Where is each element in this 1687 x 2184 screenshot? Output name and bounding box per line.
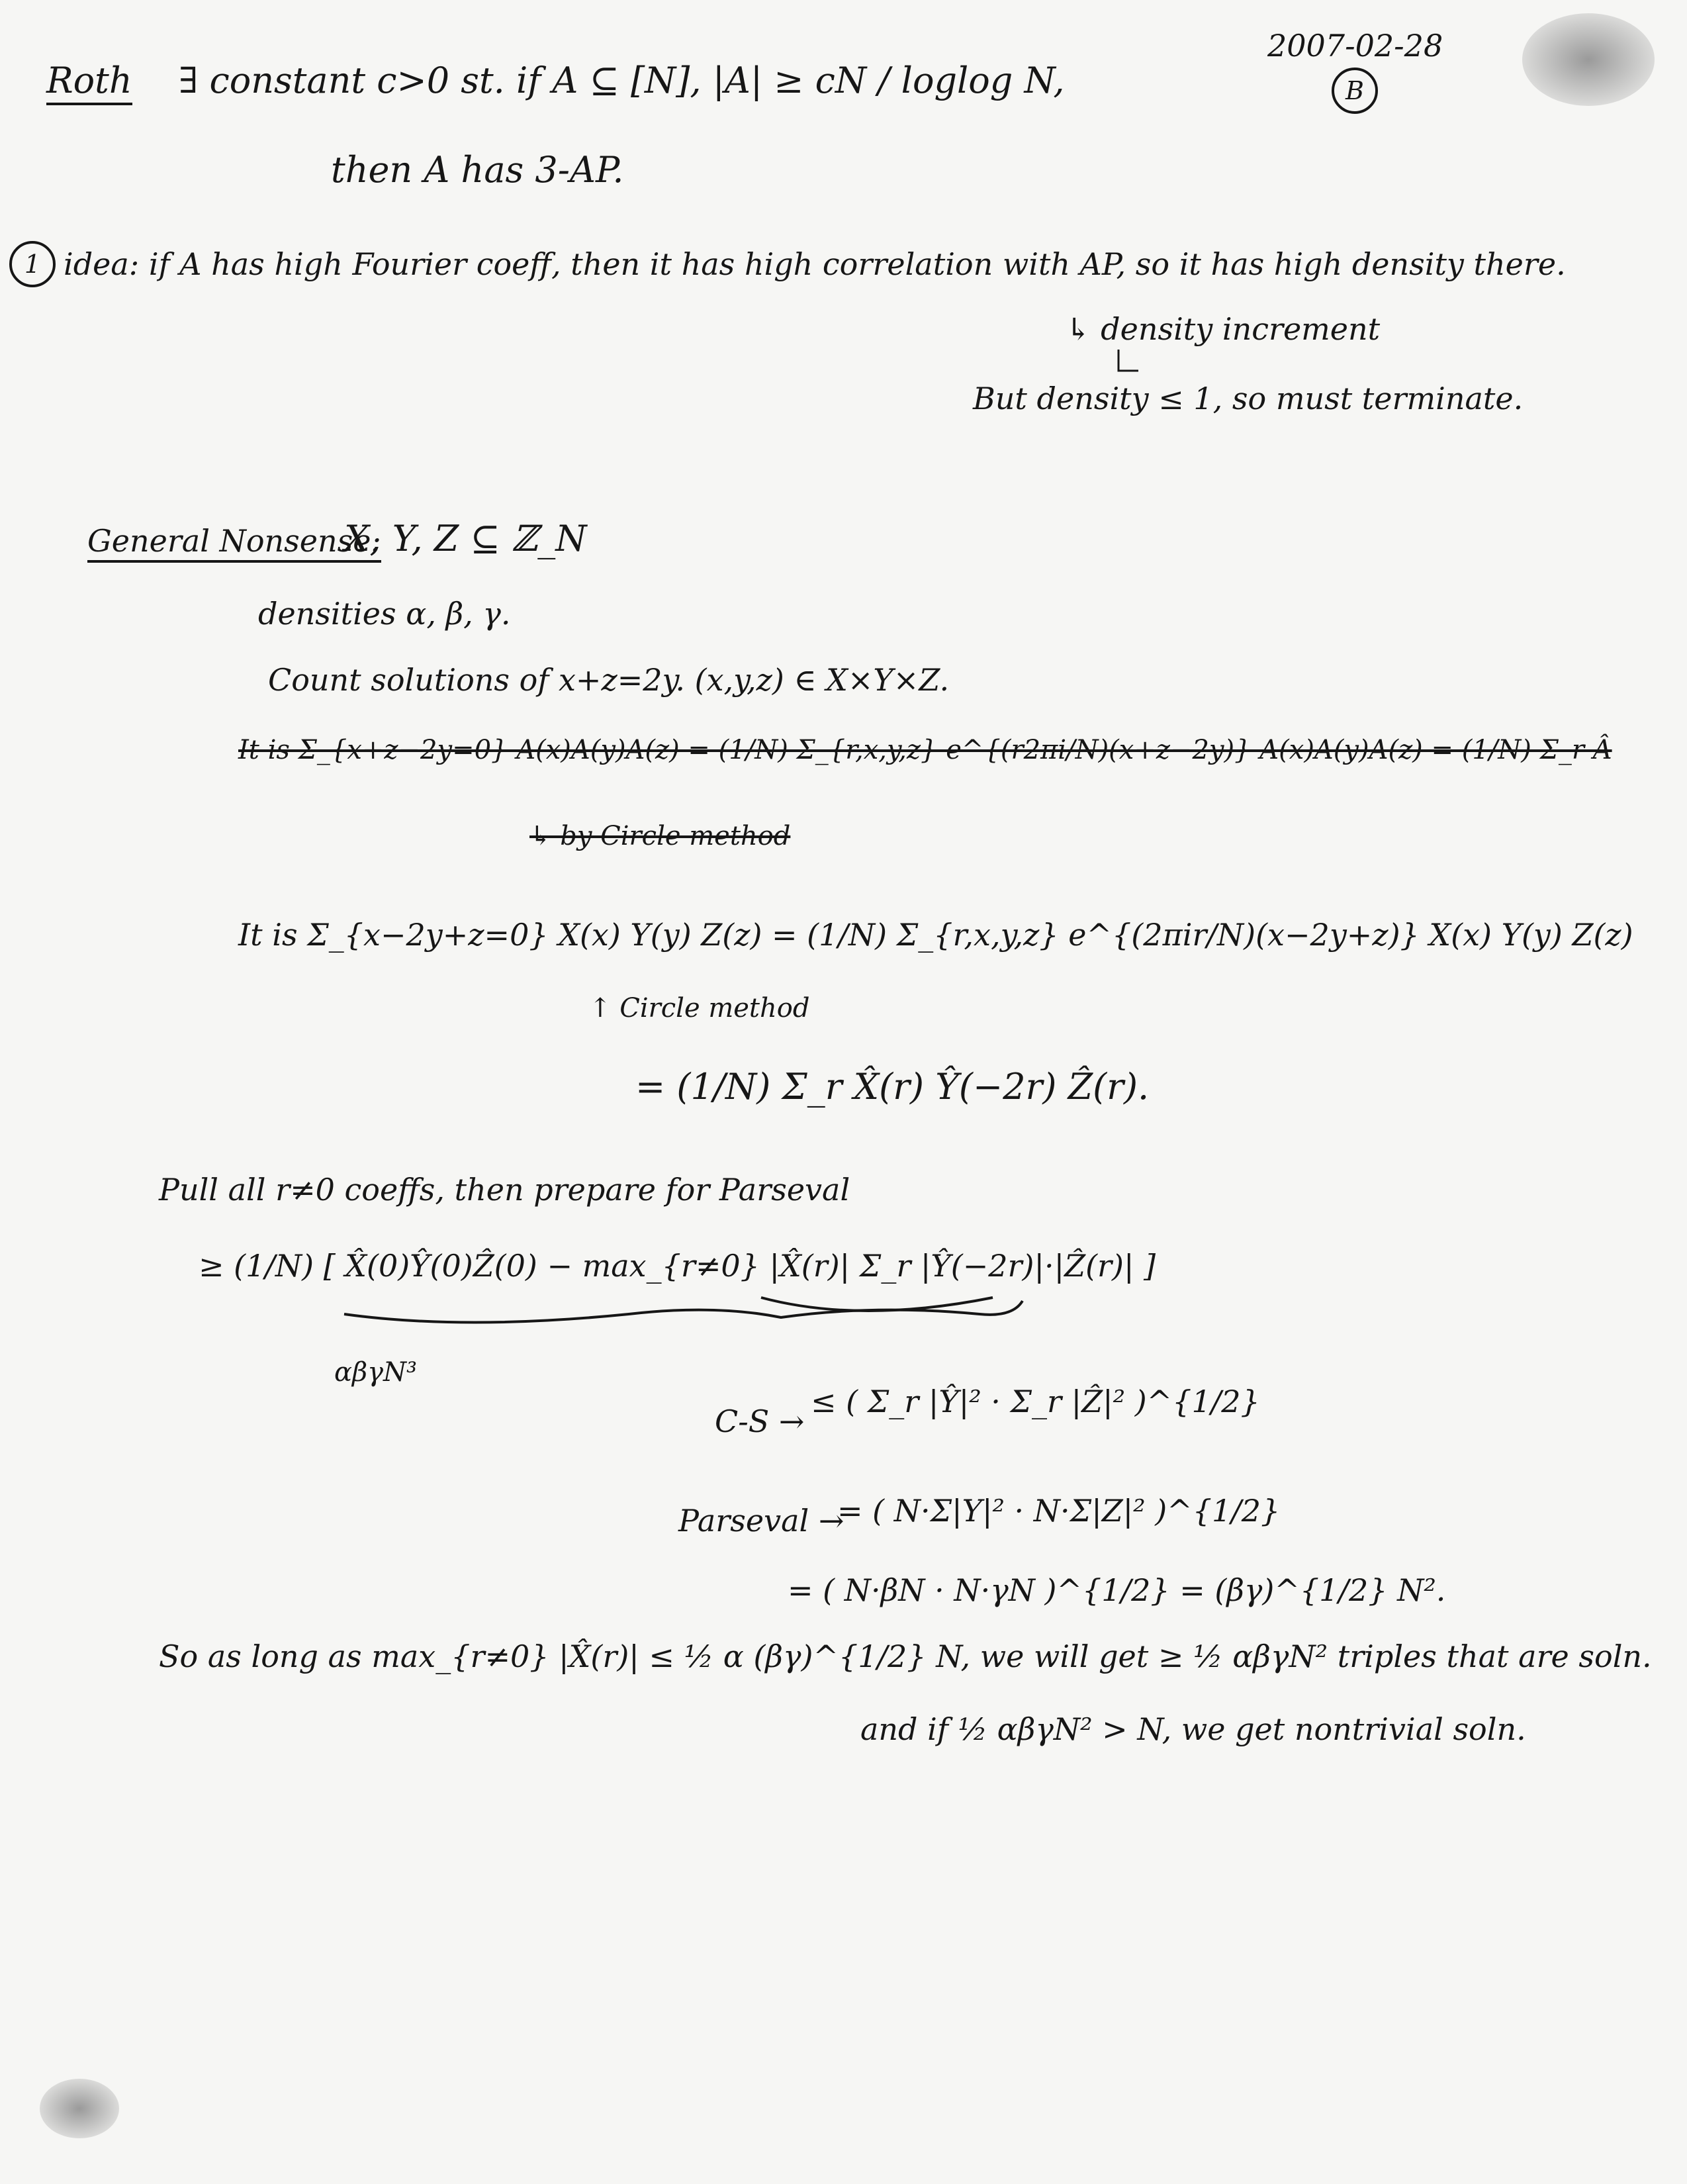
idea-text: idea: if A has high Fourier coeff, then it has high correlation with AP, so it has high density there. <box>64 246 1566 282</box>
date: 2007-02-28 <box>1267 28 1443 64</box>
general-label: General Nonsense: <box>87 523 381 563</box>
cs-label: C-S → <box>715 1403 805 1439</box>
parseval-label: Parseval → <box>678 1503 844 1539</box>
sets-line: X, Y, Z ⊆ ℤ_N <box>344 518 587 559</box>
under-brace <box>344 1301 1023 1323</box>
increment-arrow <box>1118 350 1138 371</box>
cs-line: ≤ ( Σ_r |Ŷ|² · Σ_r |Ẑ|² )^{1/2} <box>811 1384 1260 1419</box>
page-marker: B <box>1332 68 1378 114</box>
struck-note: ↳ by Circle method <box>529 821 791 851</box>
it-is-line: It is Σ_{x−2y+z=0} X(x) Y(y) Z(z) = (1/N) Σ_{r,x,y,z} e^{(2πir/N)(x−2y+z)} X(x) Y(y) Z(z) <box>238 917 1633 953</box>
evaluation-line: = ( N·βN · N·γN )^{1/2} = (βγ)^{1/2} N². <box>788 1572 1446 1608</box>
scan-smudge-corner <box>40 2079 119 2138</box>
count-line: Count solutions of x+z=2y. (x,y,z) ∈ X×Y×Z. <box>268 662 950 698</box>
under-brace-label: αβγN³ <box>334 1357 418 1388</box>
density-bound-note: But density ≤ 1, so must terminate. <box>973 381 1524 416</box>
density-increment-note: ↳ density increment <box>1066 311 1381 347</box>
struck-line: It is Σ_{x+z−2y=0} A(x)A(y)A(z) = (1/N) Σ_{r,x,y,z} e^{(r2πi/N)(x+z−2y)} A(x)A(y)A(z) = (1/N) Σ_r Â <box>238 735 1612 765</box>
roth-statement: ∃ constant c>0 st. if A ⊆ [N], |A| ≥ cN / loglog N, <box>179 60 1065 101</box>
roth-label: Roth <box>46 60 132 105</box>
inequality-line: ≥ (1/N) [ X̂(0)Ŷ(0)Ẑ(0) − max_{r≠0} |X̂(r)| Σ_r |Ŷ(−2r)|·|Ẑ(r)| ] <box>199 1248 1156 1284</box>
final-line: and if ½ αβγN² > N, we get nontrivial soln. <box>860 1711 1526 1747</box>
idea-number: 1 <box>9 241 56 287</box>
conclusion-line: So as long as max_{r≠0} |X̂(r)| ≤ ½ α (βγ)^{1/2} N, we will get ≥ ½ αβγN² triples that are soln. <box>159 1638 1652 1674</box>
pull-coeffs-line: Pull all r≠0 coeffs, then prepare for Parseval <box>159 1172 850 1208</box>
circle-method-note: ↑ Circle method <box>589 993 810 1023</box>
roth-conclusion: then A has 3-AP. <box>331 149 624 191</box>
fourier-sum-line: = (1/N) Σ_r X̂(r) Ŷ(−2r) Ẑ(r). <box>635 1066 1150 1108</box>
parseval-line: = ( N·Σ|Y|² · N·Σ|Z|² )^{1/2} <box>837 1493 1281 1529</box>
densities-line: densities α, β, γ. <box>258 596 511 632</box>
scan-smudge <box>1522 13 1655 106</box>
